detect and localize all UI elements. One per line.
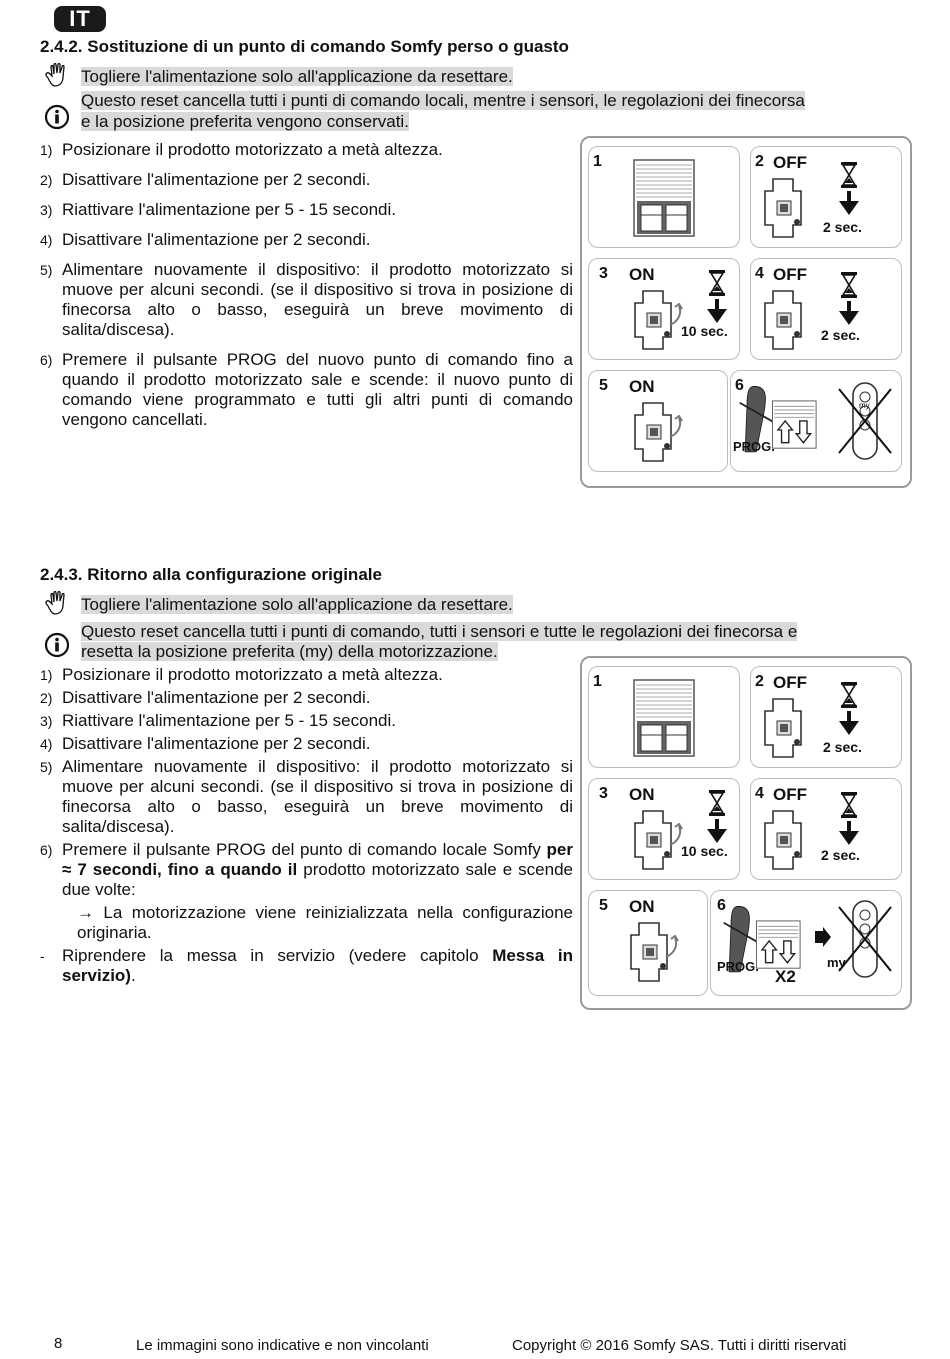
arrow-item: → La motorizzazione viene reinizializzata nella configurazione originaria. xyxy=(77,903,573,942)
step-item: 2) Disattivare l'alimentazione per 2 secondi. xyxy=(40,688,371,707)
step-item: 1) Posizionare il prodotto motorizzato a metà altezza. xyxy=(40,665,443,684)
steps-list xyxy=(40,665,573,989)
curved-arrow-icon xyxy=(663,935,683,959)
breaker-icon xyxy=(763,697,807,759)
figure-step-3: 3 ON 10 sec. xyxy=(588,778,740,880)
shutter-icon xyxy=(633,679,695,757)
step-item: 4) Disattivare l'alimentazione per 2 secondi. xyxy=(40,230,371,249)
figure-step-2: 2 OFF 2 sec. xyxy=(750,146,902,248)
dash-item: - Riprendere la messa in servizio (vedere capitolo Messa in servizio). xyxy=(40,946,573,985)
step-item: 6) Premere il pulsante PROG del nuovo punto di comando fino a quando il prodotto motorizzato sale e scende: il nuovo punto di comando viene programmato e tutti gli altri punti di comando vengono cancellati. xyxy=(40,350,573,429)
breaker-icon xyxy=(763,177,807,239)
step-item: 5) Alimentare nuovamente il dispositivo: il prodotto motorizzato si muove per alcuni secondi. (se il dispositivo si trova in posizione di finecorsa alto o basso, eseguirà un breve movimento di salita/discesa). xyxy=(40,260,573,339)
footer-copyright: Copyright © 2016 Somfy SAS. Tutti i diritti riservati xyxy=(512,1337,847,1354)
step-item: 4) Disattivare l'alimentazione per 2 secondi. xyxy=(40,734,371,753)
step-item: 1) Posizionare il prodotto motorizzato a metà altezza. xyxy=(40,140,443,159)
info-text-line1: Questo reset cancella tutti i punti di comando, tutti i sensori e tutte le regolazioni dei finecorsa e xyxy=(81,622,798,641)
figure-step-5: 5 ON xyxy=(588,370,728,472)
figure-step-6: 6 PROG. X2 my xyxy=(710,890,902,996)
hourglass-icon xyxy=(837,161,861,217)
breaker-icon xyxy=(763,289,807,351)
hand-warning-icon xyxy=(44,62,74,88)
step-item: 6) Premere il pulsante PROG del punto di comando locale Somfy per ≈ 7 secondi, fino a quando il prodotto motorizzato sale e scende due volte: xyxy=(40,840,573,899)
figure-step-4: 4 OFF 2 sec. xyxy=(750,258,902,360)
step-item: 2) Disattivare l'alimentazione per 2 secondi. xyxy=(40,170,371,189)
step-item: 3) Riattivare l'alimentazione per 5 - 15 secondi. xyxy=(40,200,396,219)
steps-list xyxy=(40,140,573,440)
breaker-icon xyxy=(763,809,807,871)
procedure-figure xyxy=(580,136,912,488)
info-icon xyxy=(44,632,70,658)
figure-step-5: 5 ON xyxy=(588,890,708,996)
step-item: 3) Riattivare l'alimentazione per 5 - 15 secondi. xyxy=(40,711,396,730)
info-text-line1: Questo reset cancella tutti i punti di comando locali, mentre i sensori, le regolazioni dei finecorsa xyxy=(81,91,805,110)
section-heading: 2.4.2. Sostituzione di un punto di comando Somfy perso o guasto xyxy=(40,37,569,56)
info-text-line2: e la posizione preferita vengono conservati. xyxy=(81,112,409,131)
crossed-remote-icon xyxy=(835,379,895,463)
arrow-right-icon xyxy=(813,927,831,947)
hourglass-icon xyxy=(837,271,861,327)
section-heading: 2.4.3. Ritorno alla configurazione originale xyxy=(40,565,382,584)
figure-step-6: 6 PROG. my xyxy=(730,370,902,472)
step-item: 5) Alimentare nuovamente il dispositivo: il prodotto motorizzato si muove per alcuni secondi. (se il dispositivo si trova in posizione di finecorsa alto o basso, eseguirà un breve movimento di salita/discesa). xyxy=(40,757,573,836)
hourglass-icon xyxy=(837,681,861,737)
info-icon xyxy=(44,104,70,130)
figure-step-4: 4 OFF 2 sec. xyxy=(750,778,902,880)
info-text-line2: resetta la posizione preferita (my) della motorizzazione. xyxy=(81,642,498,661)
procedure-figure xyxy=(580,656,912,1010)
hourglass-icon xyxy=(705,269,729,325)
warning-text: Togliere l'alimentazione solo all'applicazione da resettare. xyxy=(81,595,513,614)
hourglass-icon xyxy=(705,789,729,845)
hand-warning-icon xyxy=(44,590,74,616)
curved-arrow-icon xyxy=(667,415,687,439)
figure-step-1: 1 xyxy=(588,666,740,768)
page-number: 8 xyxy=(54,1335,63,1352)
footer-disclaimer: Le immagini sono indicative e non vincolanti xyxy=(136,1337,429,1354)
hourglass-icon xyxy=(837,791,861,847)
shutter-icon xyxy=(633,159,695,237)
figure-step-3: 3 ON 10 sec. xyxy=(588,258,740,360)
figure-step-2: 2 OFF 2 sec. xyxy=(750,666,902,768)
language-badge: IT xyxy=(54,6,106,32)
figure-step-1: 1 xyxy=(588,146,740,248)
warning-text: Togliere l'alimentazione solo all'applicazione da resettare. xyxy=(81,67,513,86)
